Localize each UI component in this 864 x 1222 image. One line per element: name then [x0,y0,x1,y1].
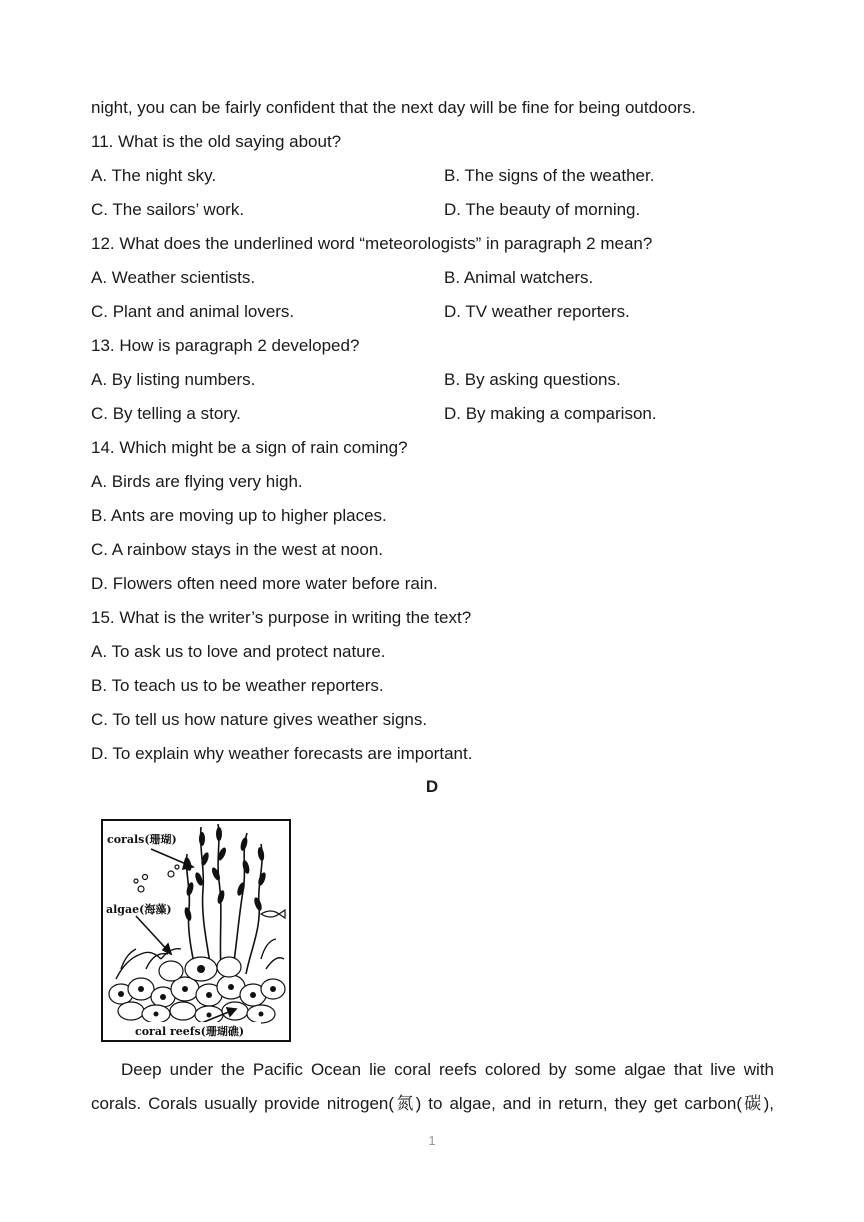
passage-continuation: night, you can be fairly confident that the next day will be fine for being outdoors. [91,98,696,117]
question-12-option-b: B. Animal watchers. [444,268,594,287]
question-12-option-a: A. Weather scientists. [91,268,256,287]
question-14-stem: 14. Which might be a sign of rain coming? [91,438,408,457]
question-14-option-a: A. Birds are flying very high. [91,472,303,491]
question-15-stem: 15. What is the writer’s purpose in writing the text? [91,608,472,627]
question-11-option-c: C. The sailors’ work. [91,200,245,219]
question-14-option-d: D. Flowers often need more water before rain. [91,574,438,593]
passage-line-1: Deep under the Pacific Ocean lie coral reefs colored by some algae that live with [121,1060,774,1079]
question-13-option-a: A. By listing numbers. [91,370,256,389]
corals-label: corals(珊瑚) [107,833,177,846]
algae-label: algae(海藻) [106,903,172,916]
question-15-option-b: B. To teach us to be weather reporters. [91,676,384,695]
coral-reef-illustration [101,819,291,1042]
question-15-option-c: C. To tell us how nature gives weather signs. [91,710,428,729]
question-14-option-b: B. Ants are moving up to higher places. [91,506,387,525]
question-11-option-d: D. The beauty of morning. [444,200,641,219]
question-15-option-d: D. To explain why weather forecasts are important. [91,744,473,763]
page-number: 1 [428,1133,436,1148]
question-12-option-d: D. TV weather reporters. [444,302,630,321]
question-12-stem: 12. What does the underlined word “meteorologists” in paragraph 2 mean? [91,234,653,253]
question-12-option-c: C. Plant and animal lovers. [91,302,295,321]
question-13-option-b: B. By asking questions. [444,370,621,389]
passage-line-2: corals. Corals usually provide nitrogen(氮) to algae, and in return, they get carbon(碳), [91,1094,774,1113]
section-heading: D [425,777,439,796]
question-11-option-a: A. The night sky. [91,166,217,185]
coral-reefs-label: coral reefs(珊瑚礁) [135,1025,245,1038]
question-13-option-c: C. By telling a story. [91,404,241,423]
question-11-option-b: B. The signs of the weather. [444,166,655,185]
coral-reef-drawing [101,819,291,1042]
question-14-option-c: C. A rainbow stays in the west at noon. [91,540,383,559]
question-15-option-a: A. To ask us to love and protect nature. [91,642,386,661]
question-13-option-d: D. By making a comparison. [444,404,657,423]
question-11-stem: 11. What is the old saying about? [91,132,342,151]
question-13-stem: 13. How is paragraph 2 developed? [91,336,360,355]
